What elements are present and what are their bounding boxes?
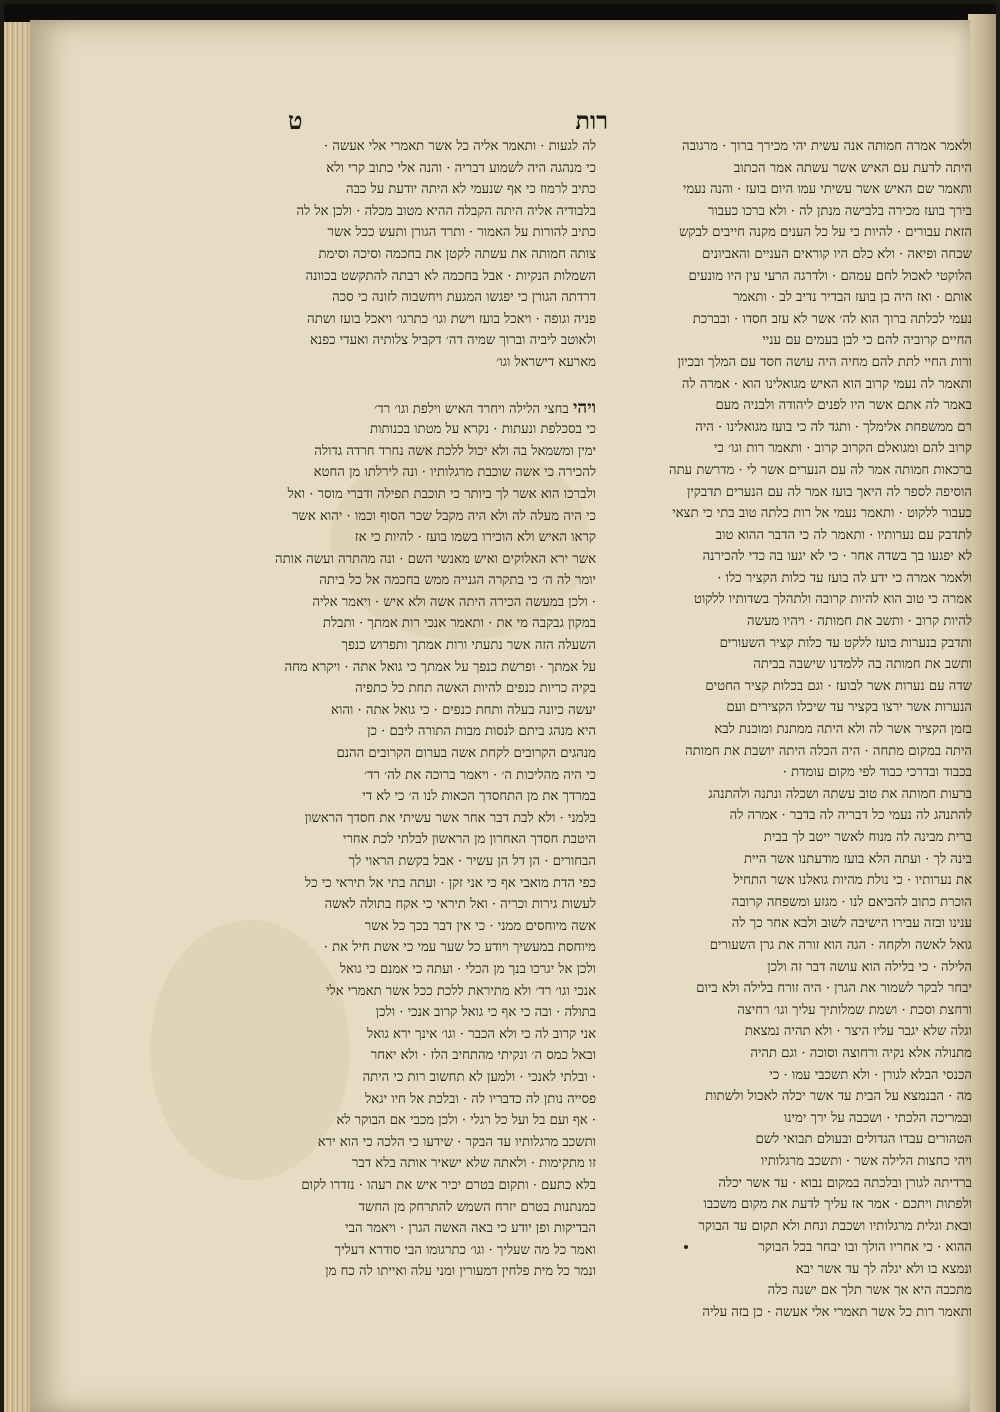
section-start-line (238, 398, 596, 420)
text-line: מתכבה היא אך אשר תלך אם ישנה כלה (767, 1283, 972, 1299)
folio-number: ט (288, 106, 303, 135)
text-line: החיים קרוביה להם כי לבן בעמים עם עניי (762, 333, 972, 349)
left-text-column (238, 136, 596, 1283)
text-line: היתה במקום מתחה · היה הכלה היתה יושבת את חמותה (685, 743, 972, 759)
text-line: ברית מבינה לה מנוח לאשר ייטב לך בבית (763, 830, 972, 845)
text-line: אנכי וגו׳ רד׳ ולא מתיראת ללכת ככל אשר תאמרי אלי (326, 983, 596, 999)
text-line: ולברכו הוא אשר לך ביותר כי תוכבת תפילה ודברי מוסר · ואל (287, 486, 596, 502)
text-line: יעשה כיונה בעלה ותחת כנפים · כי גואל אתה · והוא (331, 702, 596, 718)
text-line: הלילה · כי בלילה הוא עושה דבר זה ולכן (767, 959, 972, 975)
text-line: ולאמר אמרה חמותה אנה עשית יהי מכירך ברוך · מרגובה (681, 139, 972, 154)
text-line: מה · הבנמצא על הבית עד אשר יכלה לאכול ולשתות (705, 1089, 972, 1105)
text-line: שדה עם נערות אשר לבועז · וגם בכלות קציר החטים (705, 678, 972, 694)
text-line: ולאמר אמרה כי ידע לה בועז עד כלות הקציר כלו · (717, 570, 972, 586)
text-line: הטהורים עבדו הגדולים ובעולם תבואי לשם (755, 1132, 972, 1148)
text-line: הבחורים · הן דל הן עשיר · אבל בקשת הראוי לך (348, 854, 596, 869)
text-line: לה לגעות · ותאמר אליה כל אשר תאמרי אלי אעשה · (323, 139, 596, 154)
text-line: ונמצא בו ולא יגלה לך עד אשר יבא (795, 1261, 972, 1277)
text-line: היתה לדעת עם האיש אשר עשתה אמר הכתוב (733, 160, 972, 176)
text-line: מתנולה אלא נקיה ורחוצה וסוכה · וגם תהיה (750, 1045, 972, 1061)
text-line: להיות קרוב · ותשב את חמותה · ויהיו מעשה (747, 614, 972, 630)
text-line: · ובלתי לאנכי · ולמען לא תחשוב רות כי היתה (362, 1069, 596, 1085)
text-line: במקון גבקבה מי את · ותאמר אנכי רות אמתך · ותבלת (322, 616, 596, 632)
text-line: בלבודיה אליה היתה הקבלה ההיא מטוב מכלה · ולכן אל לה (296, 203, 596, 219)
text-line: בתולה · ובה כי אף כי גואל קרוב אנכי · ולכן (375, 1005, 596, 1021)
section-gap (238, 374, 596, 398)
text-line: ימין ומשמאל בה ולא יכול ללכת אשה נחרד חרדה גדולה (314, 443, 596, 459)
text-line: ההוא · כי אחריו הולך ובו יבחר בכל הבוקר (758, 1240, 972, 1256)
text-line: · אף ועם בל ועל כל רגלי · ולכן מכבי אם הבוקר לא (336, 1113, 596, 1129)
text-line: · ולכן במעשה הכירה היתה אשה ולא איש · ויאמר אליה (312, 594, 596, 610)
text-line: ברכאות חמותה אמר לה עם הנערים אשר לי · מדרשת עתה (669, 462, 972, 478)
book-page-edges (4, 22, 30, 1412)
text-line: ונמר כל מית פלחין דמעורין ומני עלה ואייתו לה כח מן (325, 1264, 596, 1280)
text-line: לתדבק עם נערותיו · ותאמר לה כי הדבר ההוא טוב (715, 527, 972, 543)
text-line: שכחה ופיאה · ולא כלם היו קוראים העניים והאביונים (702, 246, 972, 262)
text-line: בכבוד ובדרכי כבוד לפי מקום עומדת · (782, 765, 972, 781)
text-line: כי מנהגה היה לשמוע דבריה · והנה אלי כתוב קרי ולא (326, 160, 596, 176)
text-line: ובמריכה הלכתי · ושכבה על ירך ימינו (783, 1110, 972, 1126)
book-fore-edge (968, 14, 996, 1412)
text-line: ואמר כל מה שעליך · וגו׳ כתרגומו הבי סודרא דעליך (334, 1242, 596, 1258)
text-line: השעלה הזה אשר נתעתי ורות אמתך ותפרוש כנפך (341, 638, 596, 654)
text-line: ותשב את חמותה בה ללמדנו שישבה בביתה (753, 657, 972, 673)
text-line: בקיה כריות כנפים להיות האשה תחת כל כתפיה (355, 681, 596, 697)
text-line: וגלה שלא יגבר עליו היצר · ולא תהיה נמצאת (744, 1024, 972, 1040)
section-lead-text: בחצי הלילה ויחרד האיש וילפת וגו׳ רד׳ (374, 401, 569, 417)
text-line: ותשכב מרגלותיו עד הבקר · שידעו כי הלכה כי הוא ירא (317, 1134, 596, 1150)
text-line: ברעות חמותה את טוב עשתה ושכלה ונתנה ולהתנהג (708, 786, 972, 802)
text-line: באמר לה אתם אשר היו לפנים ליהודה ולבניה מעם (715, 398, 972, 414)
text-line: יבחר לבקר לשמור את הגרן · היה זורח בלילה ולא ביום (696, 981, 972, 997)
text-line: כפי הדת מואבי אף כי אני זקן · ועתה בתי אל תיראי כי כל (304, 875, 596, 891)
left-column-top-block (238, 136, 596, 374)
text-line: הוסיפה לספר לה היאך בועז אמר לה עם הנערים תדבקין (686, 484, 972, 500)
text-line: הבדיקות ופן יודע כי באה האשה הגרן · ויאמר הבי (345, 1221, 596, 1237)
text-line: לא יפגעו בך בשדה אחר · כי לא יגעו בה כדי להכירנה (702, 549, 972, 565)
text-line: להתנהג לה נעמי כל דבריה לה בדבר · אמרה לה (729, 808, 972, 824)
text-line: גואל לאשה ולקחה · הגה הוא זורה את גרן השעורים (709, 937, 972, 953)
text-line: אשה מיוחסים ממני · כי אין דבר בכך כל אשר (364, 918, 596, 934)
text-line: בינה לך · ועתה הלא בועז מודעתנו אשר היית (743, 851, 972, 867)
text-line: לעשות גירות וכריה · ואל תיראי כי אקח בתולה לאשה (324, 897, 596, 913)
text-line: ויהי כחצות הלילה אשר · ותשכב מרגלותיו (760, 1153, 972, 1169)
text-line: להכירה כי אשה שוכבת מרגלותיו · ונה לירלתו מן החטא (313, 465, 596, 481)
text-line: היטבת חסדך האחרון מן הראשון לבלתי לכת אחרי (342, 832, 596, 848)
text-line: מארעא דישראל וגו׳ (496, 354, 596, 370)
text-line: אני קרוב לה כי ולא הכבר · וגו׳ אינך ירא גואל (367, 1026, 596, 1042)
text-line: כי היה מעלה לה ולא היה מקבל שכר הסוף וכמו · יהוא אשר (292, 508, 596, 524)
text-line: פסייה נותן לה כדבריו לה · ובלכת אל חיו יגאל (365, 1091, 596, 1107)
text-line: אמרה כי טוב הוא להיות קרובה ולתהלך בשדותיו ללקוט (693, 592, 972, 608)
text-line: רם ממשפחת אלימלך · ותגד לה כי בועז מגואלינו · היה (695, 419, 972, 435)
text-line: בזמן הקציר אשר לה ולא היתה ממתנת ומוכנת לבא (714, 722, 972, 738)
right-text-column (600, 136, 972, 1324)
text-line: נעמי לכלתה ברוך הוא לה׳ אשר לא עזב חסדו · ובברכת (692, 311, 972, 327)
text-line: השמלות הנקיות · אבל בחכמה לא רבתה להתקשט בכוונה (305, 268, 596, 284)
text-line: כתיב לרמוז כי אף שנעמי לא היתה יודעת על כבה (345, 182, 596, 198)
text-line: קרוב להם ומגואלם הקרוב קרוב · ותאמר רות וגו׳ כי (713, 441, 972, 457)
text-line: אשר ירא האלוקים ואיש מאנשי השם · ונה מהתרה ועשה אותה (275, 551, 596, 567)
text-line: זו מתקימות · ולאתה שלא ישאיר אותה בלא דבר (351, 1156, 596, 1172)
text-line: יומר לה ה׳ כי בתקרה הגנייה ממש בחכמה אל כל ביתה (319, 573, 596, 589)
text-line: פניה וגופה · ויאכל בועז וישת וגו׳ כתרגו׳ ויאכל בועז ושתה (307, 311, 596, 327)
text-line: הלוקטי לאכול לחם עמהם · ולדרגה הרעי עין היו מונעים (688, 268, 972, 284)
text-line: ובאל כמס ה׳ ונקיתי מהתחיב הלז · ולא יאחר (370, 1048, 596, 1064)
text-line: ובאת וגלית מרגלותיו ושכבת ונחת ולא תקום עד הבוקר (698, 1218, 972, 1234)
text-line: ותאמר רות כל אשר תאמרי אלי אעשה · כן בזה עליה (702, 1305, 972, 1321)
text-line: ורחצת וסכת · ושמת שמלותיך עליך וגו׳ רחיצה (737, 1002, 972, 1018)
text-line: ותאמר שם האיש אשר עשיתי עמו היום בועז · והנה נעמי (682, 182, 972, 198)
text-line: אותם · ואז היה בן בועז הבדיר נדיב לב · ותאמר (733, 290, 972, 306)
text-line: במרדך את מן התחסדך הכאות לנו ה׳ כי לא די (362, 789, 596, 805)
text-line: בלמני · ולא לבת דבר אחר אשר עשיתי את חסדך הראשון (304, 810, 596, 826)
text-line: בלא כתעם · ותקום בטרם יכיר איש את רעהו · נזדרו לקום (301, 1177, 596, 1193)
text-line: צותה חמותה את עשתה לקטן את בחכמה וסיכה וסימת (318, 246, 596, 262)
text-line: כמנתנות בטרם יזרח השמש להתרחק מן החשד (358, 1199, 596, 1215)
text-line: כי בסכלפת ונעתות · נקרא על מטתו בכנותות (370, 422, 596, 438)
text-line: קראו האיש ולא הוכירו בשמו בועז · להיות כי אז (354, 530, 596, 546)
section-initial-word: ויהי (572, 397, 596, 418)
text-line: דרדתה הגורן כי יפגשו המגעת ויחשבוה לזונה כי סכה (332, 290, 596, 306)
text-line: ברדיתה לגורן ובלכתה במקום נבוא · עד אשר יכלה (718, 1175, 972, 1191)
text-line: הזאת עבורים · להיות כי על כל הענים מקנה חייבים לבקש (679, 225, 972, 241)
text-line: ולכן אל יגרכו בנך מן הכלי · ועתה כי אמנם כי גואל (339, 961, 596, 977)
text-line: את נערותיו · כי נולת מהיות גואלנו אשר התחיל (733, 873, 972, 889)
text-line: כעבור ללקוט · ותאמר נעמי אל רות כלתה טוב בתי כי תצאי (672, 506, 972, 522)
running-title: רות (575, 106, 608, 135)
text-line: כי היה מהליכות ה׳ · ויאמר ברוכה את לה׳ רד׳ (364, 767, 596, 783)
text-line: ורות החיי לתת להם מחיה היה עושה חסד עם המלך ובכיון (677, 354, 972, 370)
left-column-bottom-block (238, 419, 596, 1283)
text-line: ולפתות ויתכם · אמר אז עליך לדעת את מקום משכבו (703, 1197, 972, 1213)
text-line: הוכרת כתוב להביאם לנו · מגזע ומשפחה קרובה (731, 894, 972, 910)
text-line: ותדבק בנערות בועז ללקט עד כלות קציר השעורים (719, 635, 972, 651)
text-line: מנהגים הקרובים לקחת אשה בערום הקרובים ההנם (336, 746, 596, 762)
text-line: הנערות אשר ירצו בקציר עד שיכלו הקצירים ועם (726, 700, 972, 716)
text-line: ולאוטב ליביה וברוך שמיה דה׳ דקביל צלותיה ואעדי כפנא (310, 333, 596, 349)
text-line: ענינו ובזה עבירו הישיבה לשוב ולבא אחר כך לה (731, 916, 972, 932)
text-line: מיוחסת במעשיך ויודע כל שער עמי כי אשת חיל את · (323, 940, 596, 956)
text-line: על אמתך · ופרשת כנפך על אמתך כי גואל אתה · ויקרא מחה (284, 659, 596, 675)
ink-speck (684, 1245, 688, 1249)
text-line: בירך בועז מכירה בלבישה מנתן לה · ולא ברכו כעבור (707, 203, 972, 219)
text-line: כתיב להורות על האמור · ותרד הגורן ותעש ככל אשר (327, 225, 596, 241)
text-line: ותאמר לה נעמי קרוב הוא האיש מגואלינו הוא · אמרה לה (681, 376, 972, 392)
text-line: הכנסי הבלא לגורן · ולא תשכבי עמו · כי (769, 1067, 972, 1083)
text-line: היא מנהג ביתם לנסות מבות התורה ליבם · כן (367, 724, 596, 740)
